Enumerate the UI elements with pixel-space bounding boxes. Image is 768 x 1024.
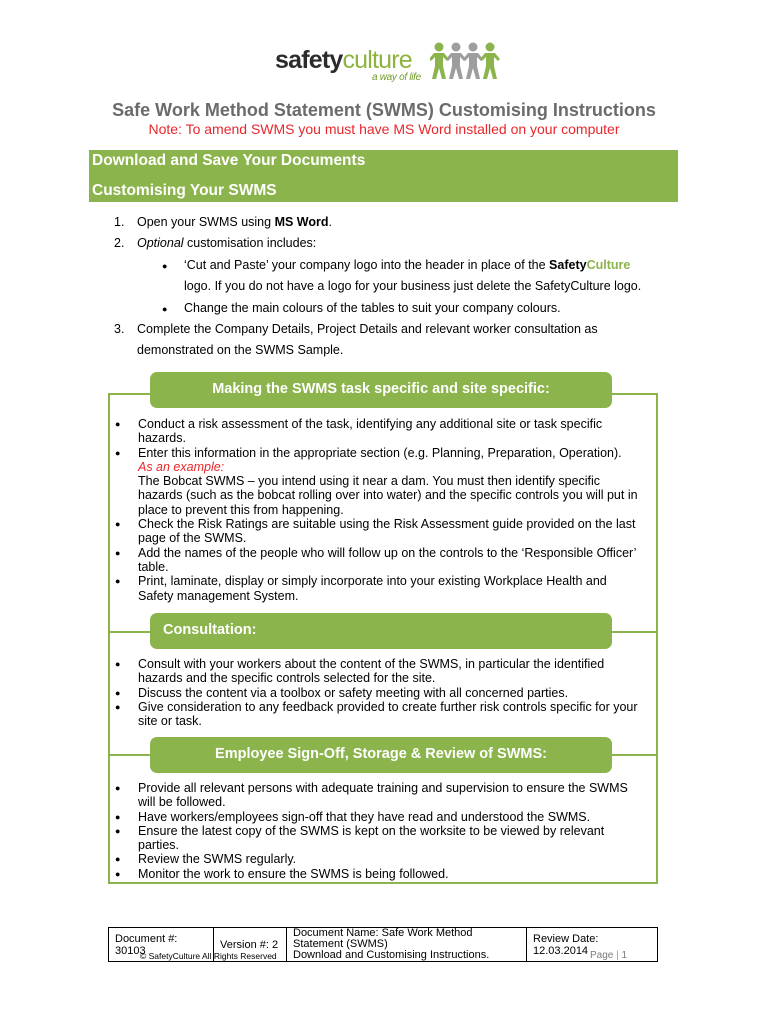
- item-text: Enter this information in the appropriate section (e.g. Planning, Preparation, Operation).: [138, 445, 622, 460]
- consultation-list: [115, 657, 645, 728]
- list-item: [115, 867, 645, 881]
- heading-text: Employee Sign-Off, Storage & Review of SWMS:: [215, 746, 547, 762]
- item-text: Discuss the content via a toolbox or safety meeting with all concerned parties.: [138, 685, 569, 700]
- bullet-text: Change the main colours of the tables to suit your company colours.: [184, 301, 561, 315]
- list-item: [115, 574, 645, 603]
- step-1-post: .: [328, 215, 332, 229]
- bullet-icon: ●: [115, 811, 121, 822]
- bullet-icon: ●: [115, 868, 121, 879]
- people-figures-icon: [430, 42, 502, 82]
- customising-heading: Customising Your SWMS: [92, 182, 277, 199]
- step-number: 1.: [114, 215, 125, 229]
- logo-word-culture: culture: [342, 46, 412, 74]
- step-1-bold: MS Word: [274, 215, 329, 229]
- logo-wordmark: [275, 46, 412, 75]
- list-item: [115, 810, 645, 824]
- ms-word-note: Note: To amend SWMS you must have MS Word installed on your computer: [148, 121, 620, 137]
- bullet-icon: ●: [115, 825, 121, 836]
- item-text: Consult with your workers about the content of the SWMS, in particular the identified hazards and the specific controls selected for the site.: [138, 657, 605, 686]
- bullet-icon: ●: [115, 576, 121, 587]
- step-text: demonstrated on the SWMS Sample.: [137, 343, 344, 357]
- step-text: [137, 215, 332, 229]
- bullet-icon: ●: [115, 687, 121, 698]
- page-label: Page: [590, 950, 614, 961]
- task-specific-list: [115, 417, 645, 603]
- step-text: [137, 236, 316, 250]
- document-name-line-1: Document Name: Safe Work Method Statement (SWMS): [293, 927, 473, 950]
- example-text: The Bobcat SWMS – you intend using it near a dam. You must then identify specific hazards (such as the bobcat rolling over into water) and the specific controls you will put in place to prevent this from happening.: [138, 474, 638, 517]
- example-label: As an example:: [138, 459, 225, 474]
- step-number: 2.: [114, 236, 125, 250]
- item-text: Print, laminate, display or simply incorporate into your existing Workplace Health and Safety management System.: [138, 574, 607, 603]
- item-text: Add the names of the people who will follow up on the controls to the ‘Responsible Officer’ table.: [138, 545, 636, 574]
- logo-word-safety: safety: [275, 46, 343, 74]
- step-2-post: customisation includes:: [183, 236, 317, 250]
- bullet-text: logo. If you do not have a logo for your business just delete the SafetyCulture logo.: [184, 279, 642, 293]
- item-text: Ensure the latest copy of the SWMS is kept on the worksite to be viewed by relevant parties.: [138, 823, 605, 853]
- bullet-icon: ●: [115, 701, 121, 712]
- step-number: 3.: [114, 322, 125, 336]
- item-text: Conduct a risk assessment of the task, identifying any additional site or task specific hazards.: [138, 417, 603, 446]
- document-number: Document #: 30103: [109, 928, 214, 962]
- company-logo: [275, 42, 505, 86]
- bullet-icon: ●: [115, 419, 121, 429]
- document-name: [287, 928, 527, 962]
- bullet-icon: ●: [115, 547, 121, 558]
- list-item: [115, 417, 645, 446]
- page-title: Safe Work Method Statement (SWMS) Customising Instructions: [112, 100, 656, 120]
- item-text: Provide all relevant persons with adequate training and supervision to ensure the SWMS will be followed.: [138, 781, 628, 810]
- section-header-bar: [89, 150, 678, 202]
- list-item: [115, 657, 645, 686]
- signoff-list: [115, 781, 645, 881]
- logo-instruction: ‘Cut and Paste’ your company logo into the header in place of the: [184, 258, 550, 272]
- review-date: Review Date: 12.03.2014: [527, 928, 658, 962]
- page-num: 1: [621, 950, 628, 961]
- page-number: [590, 950, 627, 961]
- step-1-pre: Open your SWMS using: [137, 215, 275, 229]
- list-item: [115, 700, 645, 729]
- step-text: Complete the Company Details, Project Details and relevant worker consultation as: [137, 322, 598, 336]
- list-item: [115, 686, 645, 700]
- safetyculture-brand-safety: Safety: [549, 258, 587, 272]
- heading-text: Consultation:: [163, 622, 257, 638]
- list-item: [115, 517, 645, 546]
- item-text: Check the Risk Ratings are suitable using the Risk Assessment guide provided on the last page of the SWMS.: [138, 517, 636, 546]
- bullet-icon: ●: [115, 659, 121, 669]
- item-text: Monitor the work to ensure the SWMS is being followed.: [138, 866, 449, 881]
- list-item: [115, 781, 645, 810]
- safetyculture-brand-culture: Culture: [586, 258, 631, 272]
- bullet-icon: ●: [162, 304, 168, 314]
- list-item: [115, 546, 645, 575]
- document-name-line-2: Download and Customising Instructions.: [293, 949, 490, 961]
- heading-text: Making the SWMS task specific and site specific:: [212, 381, 550, 397]
- task-specific-heading: [150, 372, 612, 408]
- list-item: [115, 824, 645, 853]
- bullet-icon: ●: [162, 261, 168, 271]
- item-text: Review the SWMS regularly.: [138, 852, 297, 867]
- item-text: Have workers/employees sign-off that they have read and understood the SWMS.: [138, 809, 591, 824]
- signoff-heading: [150, 737, 612, 773]
- page-separator: |: [616, 950, 619, 961]
- item-text: Give consideration to any feedback provided to create further risk controls specific for your site or task.: [138, 699, 638, 729]
- copyright: © SafetyCulture All Rights Reserved: [140, 951, 277, 961]
- list-item: [115, 446, 645, 517]
- version-number: Version #: 2: [214, 928, 287, 962]
- bullet-icon: ●: [115, 783, 121, 793]
- logo-tagline: a way of life: [372, 72, 421, 83]
- bullet-icon: ●: [115, 854, 121, 865]
- bullet-icon: ●: [115, 519, 121, 530]
- list-item: [115, 852, 645, 866]
- bullet-text: [184, 258, 630, 272]
- download-save-heading: Download and Save Your Documents: [92, 152, 366, 169]
- step-2-italic: Optional: [137, 236, 184, 250]
- bullet-icon: ●: [115, 447, 121, 458]
- consultation-heading: [150, 613, 612, 649]
